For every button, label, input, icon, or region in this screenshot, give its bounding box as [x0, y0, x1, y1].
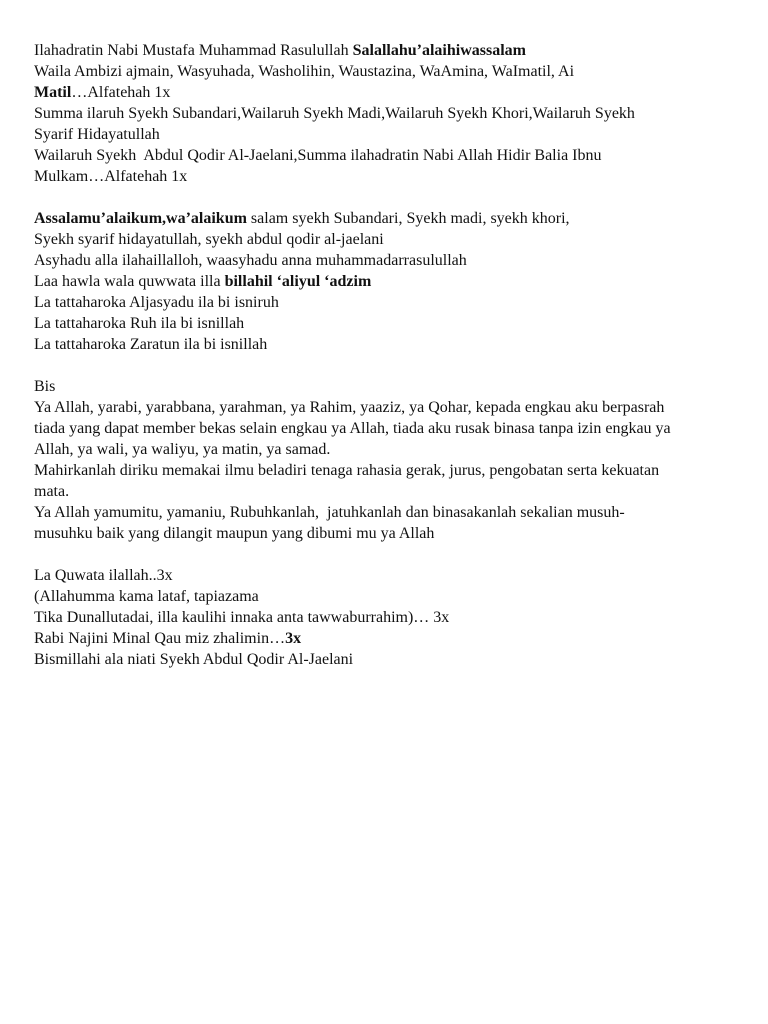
text-segment: Mahirkanlah diriku memakai ilmu beladiri tenaga rahasia gerak, jurus, pengobatan serta kekuatan [34, 462, 660, 479]
text-segment: La Quwata ilallah..3x [34, 567, 173, 584]
text-segment: Tika Dunallutadai, illa kaulihi innaka anta tawwaburrahim)… 3x [34, 609, 450, 626]
text-segment: La tattaharoka Ruh ila bi isnillah [34, 315, 245, 332]
text-segment: Summa ilaruh Syekh Subandari,Wailaruh Syekh Madi,Wailaruh Syekh Khori,Wailaruh Syekh [34, 105, 635, 122]
text-line [34, 61, 754, 82]
text-line [34, 229, 754, 250]
text-line [34, 82, 754, 103]
blank-line [34, 187, 754, 208]
text-segment: Laa hawla wala quwwata illa [34, 273, 225, 290]
text-segment: salam syekh Subandari, Syekh madi, syekh khori, [246, 210, 570, 227]
bold-text-segment: 3x [285, 630, 302, 647]
text-line [34, 607, 754, 628]
bold-text-segment: Assalamu’alaikum,wa’alaikum [34, 210, 247, 227]
text-line [34, 124, 754, 145]
text-segment: mata. [34, 483, 70, 500]
text-line [34, 628, 754, 649]
text-segment: La tattaharoka Aljasyadu ila bi isniruh [34, 294, 279, 311]
text-line [34, 481, 754, 502]
text-line [34, 40, 754, 61]
text-line [34, 166, 754, 187]
blank-line [34, 355, 754, 376]
text-segment: Asyhadu alla ilahaillalloh, waasyhadu anna muhammadarrasulullah [34, 252, 467, 269]
text-segment: Syekh syarif hidayatullah, syekh abdul qodir al-jaelani [34, 231, 384, 248]
text-segment: (Allahumma kama lataf, tapiazama [34, 588, 259, 605]
text-line [34, 271, 754, 292]
text-segment: Bismillahi ala niati Syekh Abdul Qodir Al-Jaelani [34, 651, 354, 668]
text-line [34, 145, 754, 166]
text-segment: …Alfatehah 1x [71, 84, 171, 101]
text-line [34, 418, 754, 439]
text-line [34, 397, 754, 418]
text-segment: Ilahadratin Nabi Mustafa Muhammad Rasulullah [34, 42, 353, 59]
text-line [34, 208, 754, 229]
bold-text-segment: Salallahu’alaihiwassalam [352, 42, 526, 59]
bold-text-segment: Matil [34, 84, 72, 101]
text-line [34, 649, 754, 670]
text-line [34, 502, 754, 523]
text-line [34, 334, 754, 355]
text-line [34, 460, 754, 481]
text-line [34, 439, 754, 460]
text-line [34, 523, 754, 544]
text-segment: Syarif Hidayatullah [34, 126, 160, 143]
text-line [34, 565, 754, 586]
text-segment: Allah, ya wali, ya waliyu, ya matin, ya samad. [34, 441, 331, 458]
text-segment: musuhku baik yang dilangit maupun yang dibumi mu ya Allah [34, 525, 435, 542]
text-line [34, 292, 754, 313]
text-segment: tiada yang dapat member bekas selain engkau ya Allah, tiada aku rusak binasa tanpa izin engkau ya [34, 420, 671, 437]
bold-text-segment: billahil ‘aliyul ‘adzim [224, 273, 372, 290]
text-line [34, 376, 754, 397]
text-line [34, 586, 754, 607]
text-segment: Ya Allah, yarabi, yarabbana, yarahman, ya Rahim, yaaziz, ya Qohar, kepada engkau aku berpasrah [34, 399, 665, 416]
text-line [34, 313, 754, 334]
text-segment: Wailaruh Syekh Abdul Qodir Al-Jaelani,Summa ilahadratin Nabi Allah Hidir Balia Ibnu [34, 147, 602, 164]
text-segment: Rabi Najini Minal Qau miz zhalimin… [34, 630, 286, 647]
text-segment: Waila Ambizi ajmain, Wasyuhada, Washolihin, Waustazina, WaAmina, WaImatil, Ai [34, 63, 575, 80]
blank-line [34, 544, 754, 565]
text-segment: Bis [34, 378, 56, 395]
text-segment: Ya Allah yamumitu, yamaniu, Rubuhkanlah, jatuhkanlah dan binasakanlah sekalian musuh- [34, 504, 625, 521]
document-page [34, 40, 754, 670]
text-line [34, 103, 754, 124]
text-line [34, 250, 754, 271]
text-segment: Mulkam…Alfatehah 1x [34, 168, 188, 185]
text-segment: La tattaharoka Zaratun ila bi isnillah [34, 336, 268, 353]
